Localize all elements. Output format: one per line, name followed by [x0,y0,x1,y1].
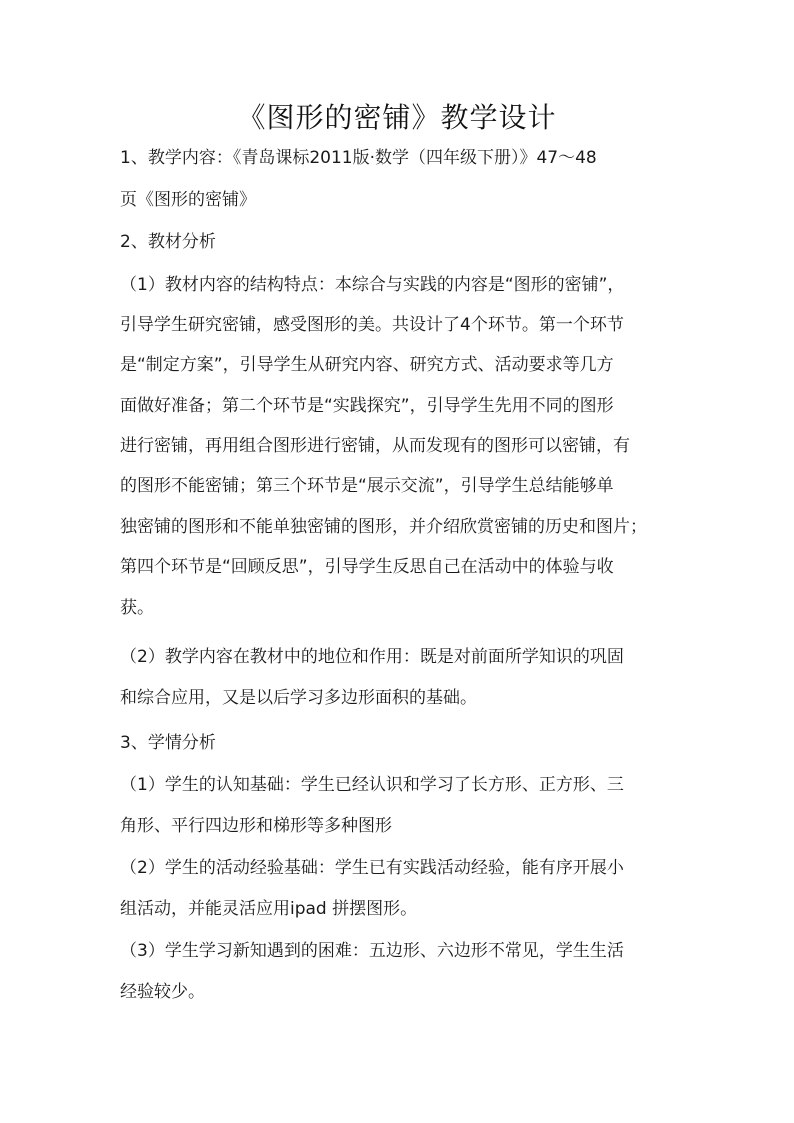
text-line: 独密铺的图形和不能单独密铺的图形，并介绍欣赏密铺的历史和图片； [120,517,647,537]
text-line: 和综合应用，又是以后学习多边形面积的基础。 [120,688,477,708]
text-line: （2）教学内容在教材中的地位和作用：既是对前面所学知识的巩固 [120,647,624,667]
text-line: 面做好准备；第二个环节是“实践探究”，引导学生先用不同的图形 [120,396,614,416]
text-line: 角形、平行四边形和梯形等多种图形 [120,816,392,836]
document-title: 《图形的密铺》教学设计 [237,101,557,134]
section-heading: 2、教材分析 [120,232,216,252]
text-line: （3）学生学习新知遇到的困难：五边形、六边形不常见，学生生活 [120,941,624,961]
text-line: （2）学生的活动经验基础：学生已有实践活动经验，能有序开展小 [120,858,624,878]
text-line: 进行密铺，再用组合图形进行密铺，从而发现有的图形可以密铺，有 [120,436,630,456]
text-line: 第四个环节是“回顾反思”，引导学生反思自己在活动中的体验与收 [120,557,614,577]
text-line: 组活动，并能灵活应用ipad 拼摆图形。 [120,899,418,919]
text-line: （1）教材内容的结构特点：本综合与实践的内容是“图形的密铺”， [120,275,625,295]
text-line: 1、教学内容：《青岛课标2011版·数学（四年级下册）》47～48 [120,148,597,168]
text-line: 是“制定方案”，引导学生从研究内容、研究方式、活动要求等几方 [120,355,614,375]
text-line: （1）学生的认知基础：学生已经认识和学习了长方形、正方形、三 [120,775,624,795]
text-line: 的图形不能密铺；第三个环节是“展示交流”，引导学生总结能够单 [120,476,614,496]
section-heading: 3、学情分析 [120,733,216,753]
text-line: 页《图形的密铺》 [120,190,256,210]
text-line: 经验较少。 [120,982,205,1002]
text-line: 引导学生研究密铺，感受图形的美。共设计了4个环节。第一个环节 [120,315,624,335]
text-line: 获。 [120,598,154,618]
